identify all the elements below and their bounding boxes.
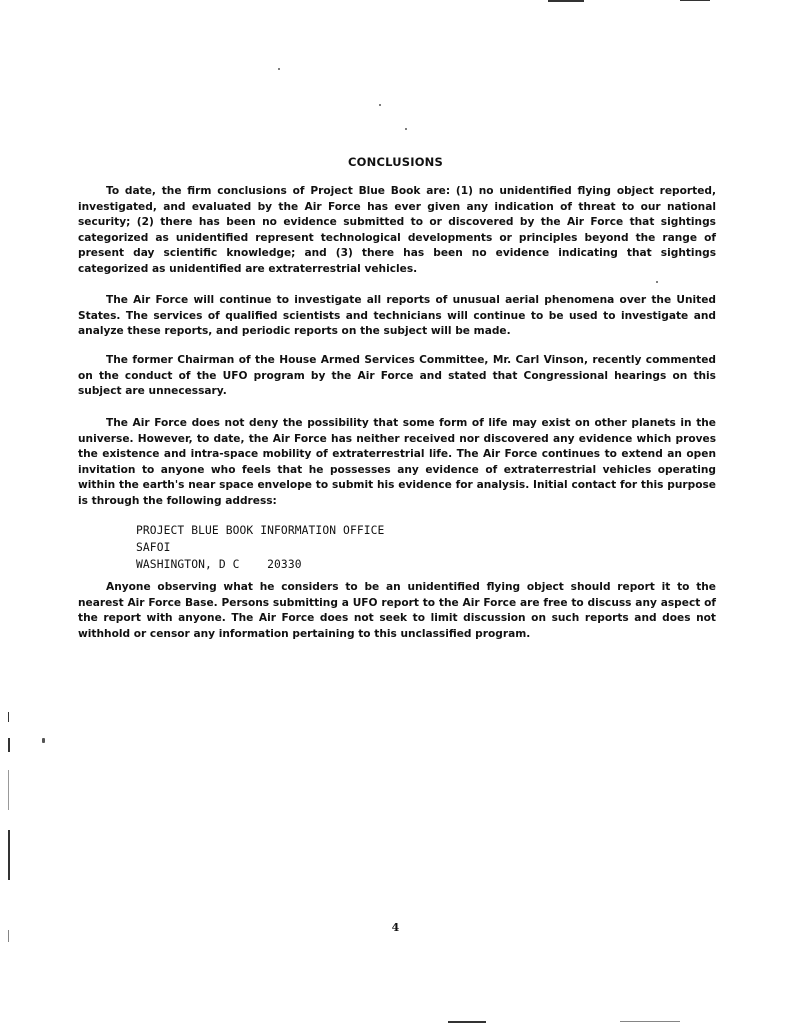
page-heading: CONCLUSIONS (348, 155, 443, 169)
conclusions-paragraph: To date, the firm conclusions of Project Blue Book are: (1) no unidentified flying object reported, investigated, and evaluated by the Air Force has ever given any indication of threat to our national security; (2) there has been no evidence submitted to or discovered by the Air Force that sightings categorized as unidentified represent technological developments or principles beyond the range of present day scientific knowledge; and (3) there has been no evidence indicating that sightings categorized as unidentified are extraterrestrial vehicles. (78, 185, 716, 275)
scan-speck (42, 738, 45, 743)
extraterrestrial-paragraph: The Air Force does not deny the possibility that some form of life may exist on other planets in the universe. However, to date, the Air Force has neither received nor discovered any evidence which proves the existence and intra-space mobility of extraterrestrial life. The Air Force continues to extend an open invitation to anyone who feels that he possesses any evidence of extraterrestrial vehicles operating within the earth's near space envelope to submit his evidence for analysis. Initial contact for this purpose is through the following address: (78, 417, 716, 507)
scan-speck (405, 128, 407, 130)
scan-mark-top-right (680, 0, 710, 1)
investigation-paragraph: The Air Force will continue to investigate all reports of unusual aerial phenomena over the United States. The services of qualified scientists and technicians will continue to be used to investigate and analyze these reports, and periodic reports on the subject will be made. (78, 294, 716, 338)
congressional-paragraph: The former Chairman of the House Armed Services Committee, Mr. Carl Vinson, recently commented on the conduct of the UFO program by the Air Force and stated that Congressional hearings on this subject are unnecessary. (78, 354, 716, 398)
page-number: 4 (391, 921, 400, 934)
scan-mark-bottom-2 (620, 1021, 680, 1022)
address-block (136, 522, 384, 573)
scan-mark-top (548, 0, 584, 2)
address-line-safoi: SAFOI (136, 541, 171, 554)
scan-speck (278, 68, 280, 70)
scan-mark-left-3 (8, 770, 9, 810)
scan-mark-bottom-1 (448, 1021, 486, 1023)
scan-speck (656, 281, 658, 283)
reporting-paragraph: Anyone observing what he considers to be an unidentified flying object should report it to the nearest Air Force Base. Persons submitting a UFO report to the Air Force are free to discuss any aspect of the report with anyone. The Air Force does not seek to limit discussion on such reports and does not withhold or censor any information pertaining to this unclassified program. (78, 581, 716, 640)
address-line-office: PROJECT BLUE BOOK INFORMATION OFFICE (136, 524, 385, 537)
scan-mark-left-2 (8, 738, 10, 752)
scan-speck (379, 104, 381, 106)
scan-mark-left-4 (8, 830, 10, 880)
scan-mark-left-1 (8, 712, 9, 722)
address-line-city: WASHINGTON, D C 20330 (136, 558, 302, 571)
